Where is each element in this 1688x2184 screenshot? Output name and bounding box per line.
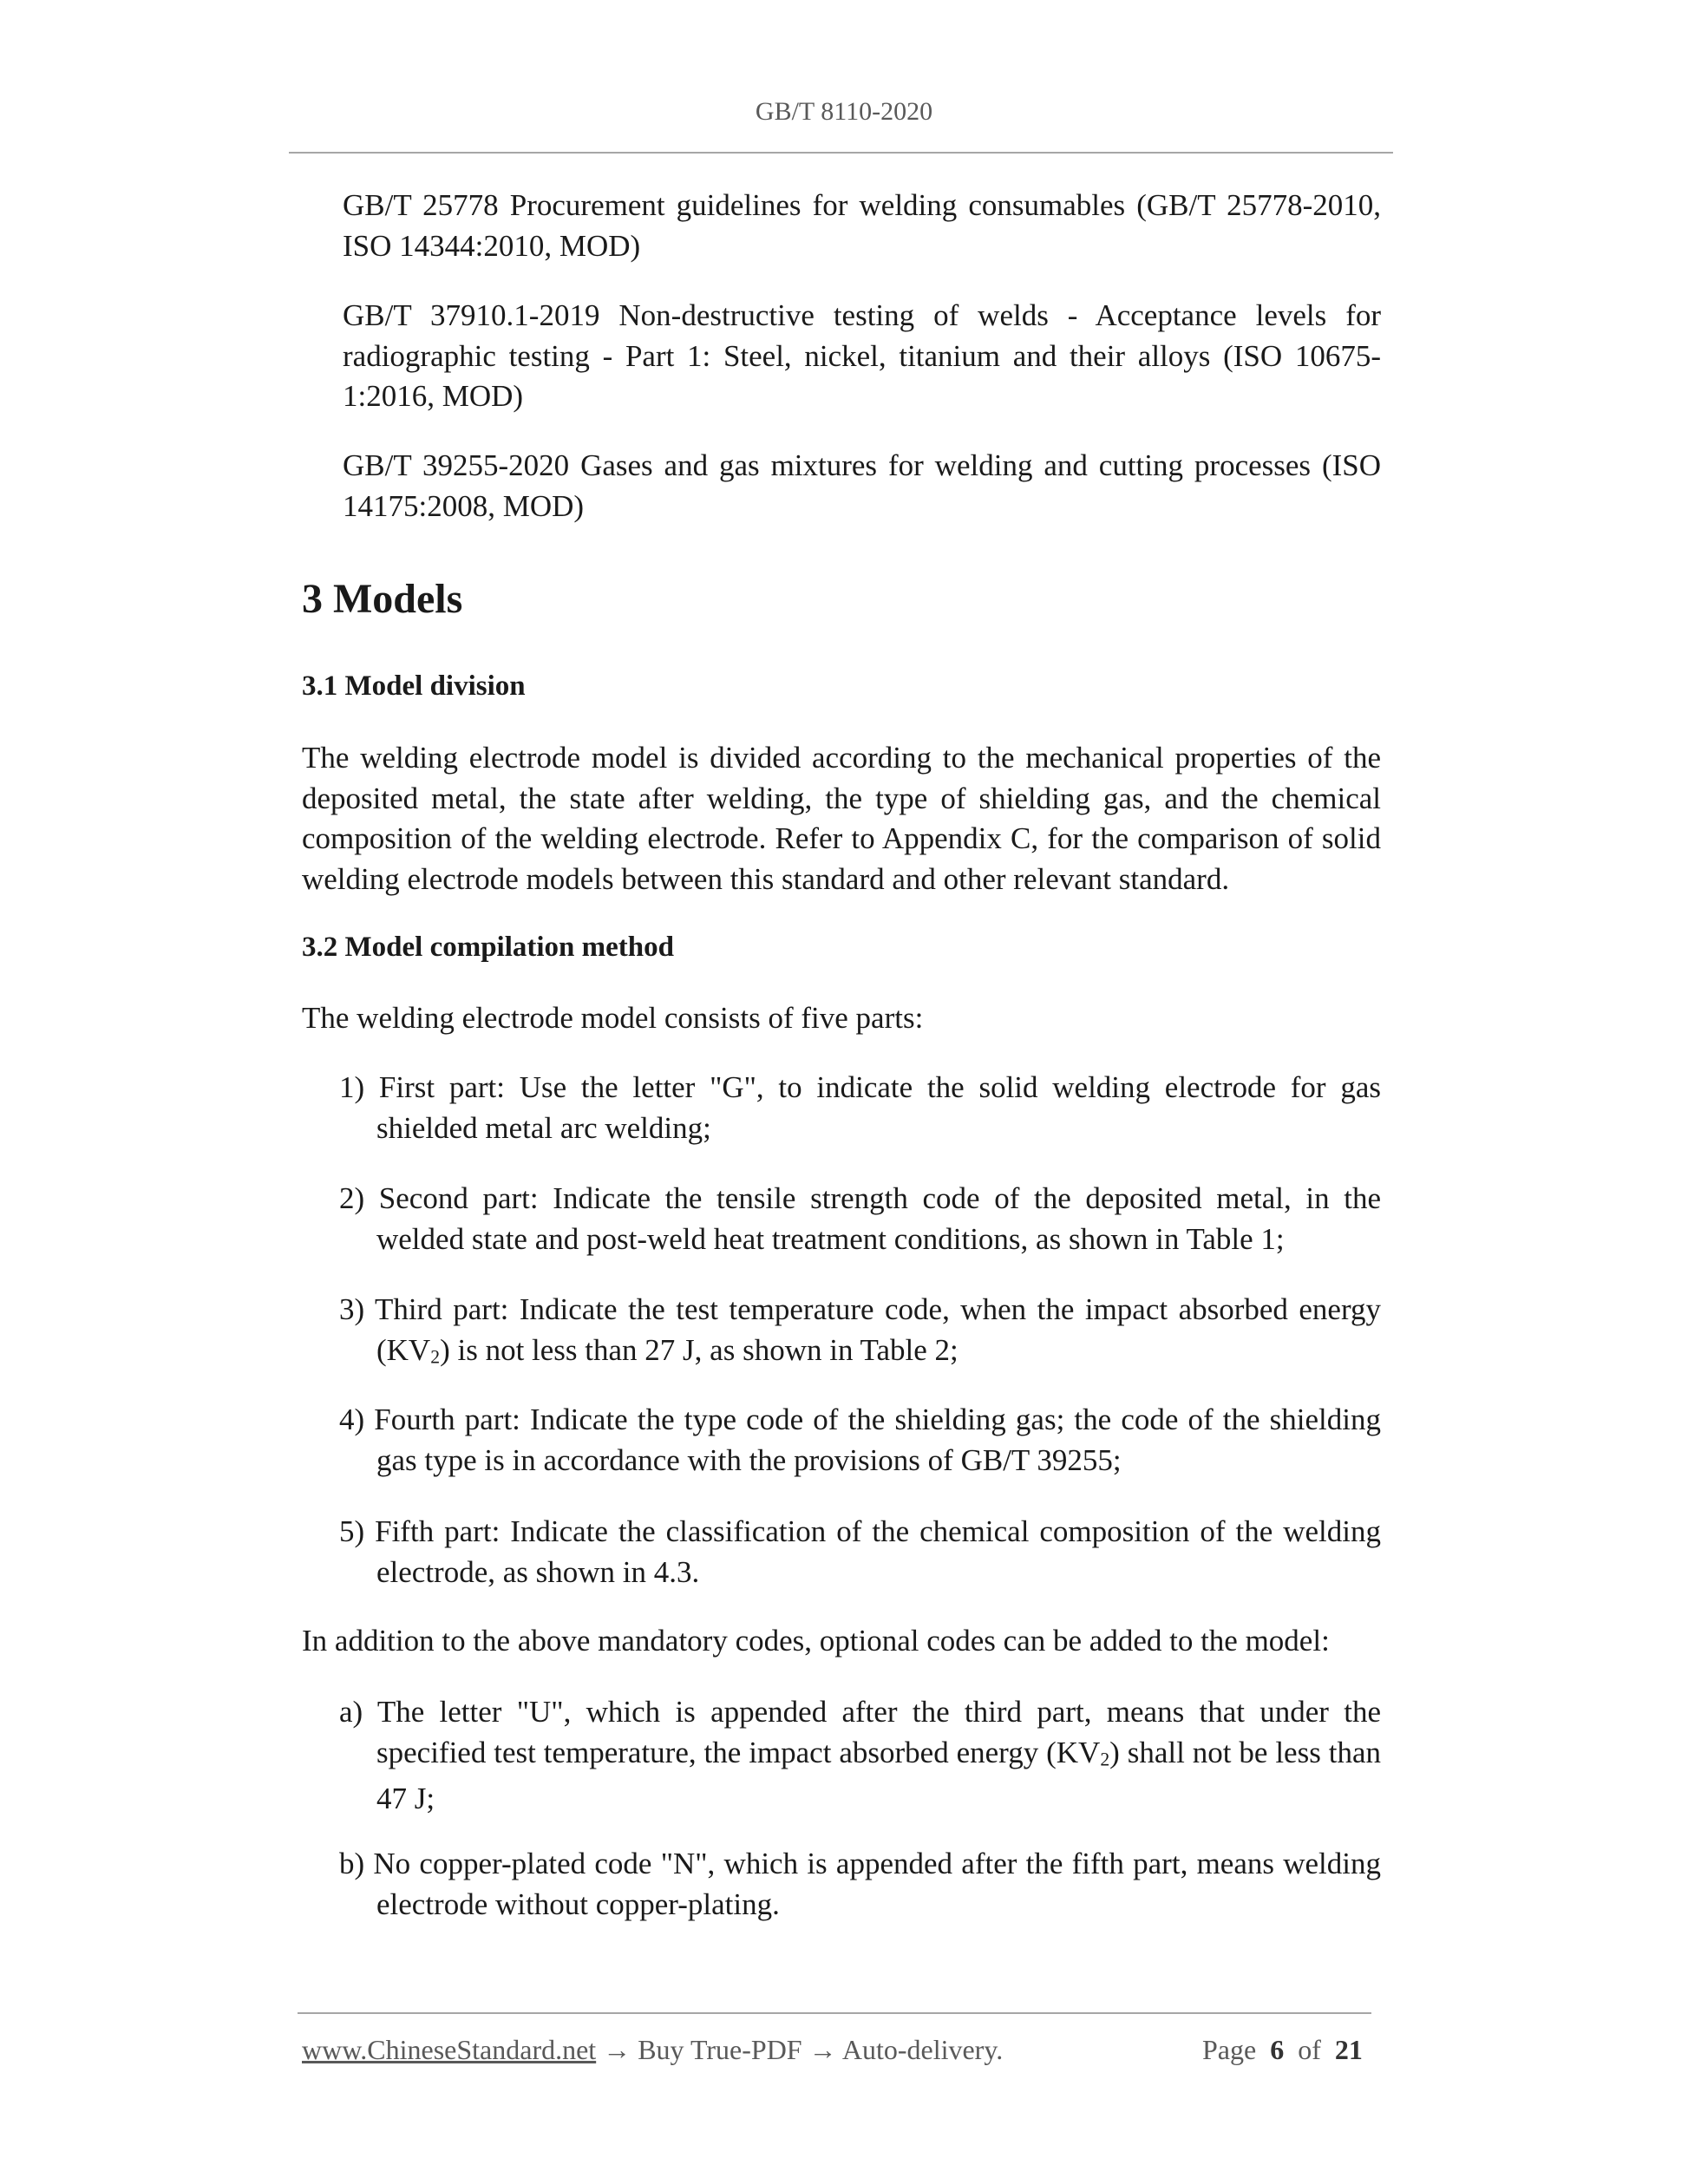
buy-true-pdf-text: Buy True-PDF — [638, 2034, 802, 2065]
optional-code-a-text-b: ) shall not be less than 47 J; — [376, 1735, 1381, 1816]
subsection-heading-model-division: 3.1 Model division — [302, 670, 526, 702]
model-part-4: 4) Fourth part: Indicate the type code of the shielding gas; the code of the shielding gas type is in accordance with the provisions of GB/T 39255; — [339, 1403, 1381, 1477]
model-part-2: 2) Second part: Indicate the tensile strength code of the deposited metal, in the welded state and post-weld heat treatment conditions, as shown in Table 1; — [339, 1181, 1381, 1256]
model-part-3-subscript: 2 — [430, 1345, 441, 1367]
of-label: of — [1298, 2034, 1321, 2065]
reference-gbt-37910: GB/T 37910.1-2019 Non-destructive testing of welds - Acceptance levels for radiographic testing - Part 1: Steel, nickel, titanium and their alloys (ISO 10675-1:2016, MOD) — [343, 298, 1381, 413]
header-divider — [289, 152, 1393, 154]
subsection-heading-model-compilation: 3.2 Model compilation method — [302, 932, 674, 963]
model-part-3 — [339, 1290, 1381, 1376]
model-part-1: 1) First part: Use the letter "G", to indicate the solid welding electrode for gas shielded metal arc welding; — [339, 1070, 1381, 1145]
model-part-5: 5) Fifth part: Indicate the classification of the chemical composition of the welding electrode, as shown in 4.3. — [339, 1514, 1381, 1589]
page-number — [1202, 2034, 1363, 2066]
page-label: Page — [1202, 2034, 1257, 2065]
model-parts-intro: The welding electrode model consists of five parts: — [302, 1001, 924, 1035]
optional-codes-intro: In addition to the above mandatory codes, optional codes can be added to the model: — [302, 1624, 1330, 1658]
arrow-right-icon: → — [603, 2034, 631, 2065]
optional-code-b: b) No copper-plated code "N", which is appended after the fifth part, means welding electrode without copper-plating. — [339, 1847, 1381, 1921]
section-heading-models: 3 Models — [302, 576, 463, 622]
footer-promo — [302, 2034, 1003, 2066]
page-header-title: GB/T 8110-2020 — [755, 97, 933, 126]
reference-gbt-39255: GB/T 39255-2020 Gases and gas mixtures for welding and cutting processes (ISO 14175:2008, MOD) — [343, 448, 1381, 523]
page-current: 6 — [1270, 2034, 1285, 2065]
model-division-paragraph: The welding electrode model is divided according to the mechanical properties of the deposited metal, the state after welding, the type of shielding gas, and the chemical composition of the welding electrode. Refer to Appendix C, for the comparison of solid welding electrode models between this standard and other relevant standard. — [302, 741, 1381, 896]
arrow-right-icon: → — [808, 2034, 837, 2065]
model-part-3-text-b: ) is not less than 27 J, as shown in Table 2; — [440, 1332, 958, 1367]
reference-gbt-25778: GB/T 25778 Procurement guidelines for welding consumables (GB/T 25778-2010, ISO 14344:2010, MOD) — [343, 188, 1381, 263]
optional-code-a-text-a: a) The letter "U", which is appended after the third part, means that under the specified test temperature, the impact absorbed energy (KV — [339, 1695, 1381, 1769]
model-part-3-text-a: 3) Third part: Indicate the test temperature code, when the impact absorbed energy (KV — [339, 1292, 1381, 1367]
footer-divider — [298, 2012, 1371, 2014]
chinesestandard-link[interactable]: www.ChineseStandard.net — [302, 2034, 597, 2065]
optional-code-a — [339, 1692, 1381, 1820]
auto-delivery-text: Auto-delivery. — [841, 2034, 1004, 2065]
page-total: 21 — [1334, 2034, 1363, 2065]
optional-code-a-subscript: 2 — [1100, 1748, 1110, 1769]
